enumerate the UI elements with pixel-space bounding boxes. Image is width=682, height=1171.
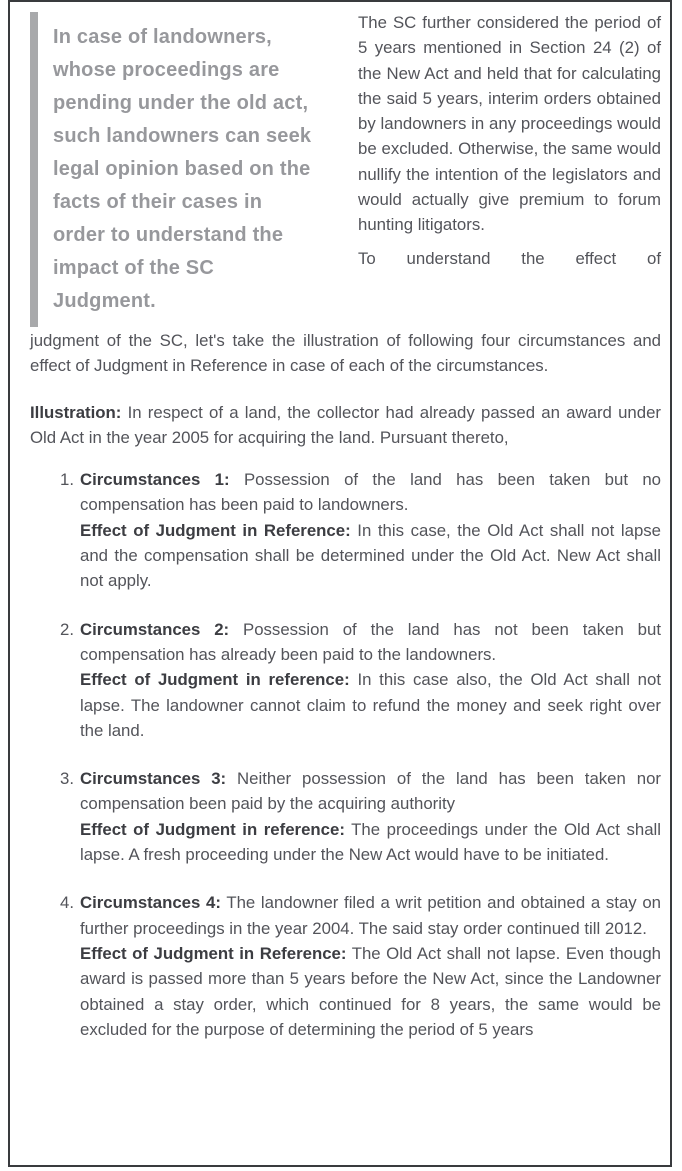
circumstance-label: Circumstances 3: <box>80 769 227 789</box>
effect-label: Effect of Judgment in Reference: <box>80 943 347 963</box>
effect-sentence <box>80 667 661 743</box>
list-item-number: 3. <box>60 769 74 789</box>
effect-text: The Old Act shall not lapse. Even though award is passed more than 5 years before the New Act, since the Landowner obtained a stay order, which continued for 8 years, the same would be excluded for the purpose of determining the period of 5 years <box>80 943 661 1039</box>
effect-text: In this case also, the Old Act shall not lapse. The landowner cannot claim to refund the money and seek right over the land. <box>80 670 661 740</box>
circumstance-sentence <box>80 617 661 668</box>
effect-sentence <box>80 941 661 1042</box>
paragraph-understand-intro-line: To understand the effect of <box>358 248 661 268</box>
pull-quote <box>30 12 316 327</box>
effect-label: Effect of Judgment in Reference: <box>80 520 351 540</box>
list-item-body <box>80 467 661 593</box>
effect-sentence <box>80 817 661 868</box>
top-section <box>30 10 661 327</box>
circumstance-label: Circumstances 4: <box>80 893 221 913</box>
paragraph-illustration <box>30 400 661 451</box>
effect-sentence <box>80 518 661 594</box>
circumstances-list <box>30 467 661 1042</box>
page-border-frame <box>8 0 672 1167</box>
pull-quote-text: In case of landowners, whose proceedings are pending under the old act, such landowners can seek legal opinion based on the facts of their cases in order to understand the impact of the SC Judgment. <box>53 26 312 312</box>
effect-text: The proceedings under the Old Act shall lapse. A fresh proceeding under the New Act would have to be initiated. <box>80 819 662 865</box>
list-item-number: 2. <box>60 619 74 639</box>
circumstance-sentence <box>80 890 661 941</box>
list-item-number: 1. <box>60 470 74 490</box>
right-column <box>358 10 661 327</box>
paragraph-understand-rest: judgment of the SC, let's take the illustration of following four circumstances and effect of Judgment in Reference in case of each of the circumstances. <box>30 331 661 376</box>
circumstance-text: Possession of the land has been taken but no compensation has been paid to landowners. <box>80 470 661 515</box>
list-item-circumstance-3 <box>30 766 661 867</box>
circumstance-label: Circumstances 2: <box>80 619 230 639</box>
circumstance-text: Neither possession of the land has been taken nor compensation been paid by the acquiring authority <box>80 769 661 814</box>
list-item-number: 4. <box>60 893 74 913</box>
effect-label: Effect of Judgment in reference: <box>80 670 350 690</box>
list-item-body <box>80 766 661 867</box>
circumstance-label: Circumstances 1: <box>80 470 230 490</box>
circumstance-text: The landowner filed a writ petition and obtained a stay on further proceedings in the year 2004. The said stay order continued till 2012. <box>80 893 662 938</box>
illustration-label: Illustration: <box>30 402 122 422</box>
list-item-circumstance-4 <box>30 890 661 1042</box>
list-item-circumstance-1 <box>30 467 661 593</box>
list-item-body <box>80 617 661 743</box>
effect-text: In this case, the Old Act shall not lapse and the compensation shall be determined under the Old Act. New Act shall not apply. <box>80 520 661 591</box>
effect-label: Effect of Judgment in reference: <box>80 819 345 839</box>
list-item-body <box>80 890 661 1042</box>
paragraph-sc-considered: The SC further considered the period of 5 years mentioned in Section 24 (2) of the New Act and held that for calculating the said 5 years, interim orders obtained by landowners in any proceedings would be excluded. Otherwise, the same would nullify the intention of the legislators and would actually give premium to forum hunting litigators. <box>358 13 661 235</box>
circumstance-text: Possession of the land has not been taken but compensation has already been paid to the landowners. <box>80 619 662 664</box>
list-item-circumstance-2 <box>30 617 661 743</box>
circumstance-sentence <box>80 766 661 817</box>
illustration-text: In respect of a land, the collector had already passed an award under Old Act in the year 2005 for acquiring the land. Pursuant thereto, <box>30 402 661 447</box>
circumstance-sentence <box>80 467 661 518</box>
